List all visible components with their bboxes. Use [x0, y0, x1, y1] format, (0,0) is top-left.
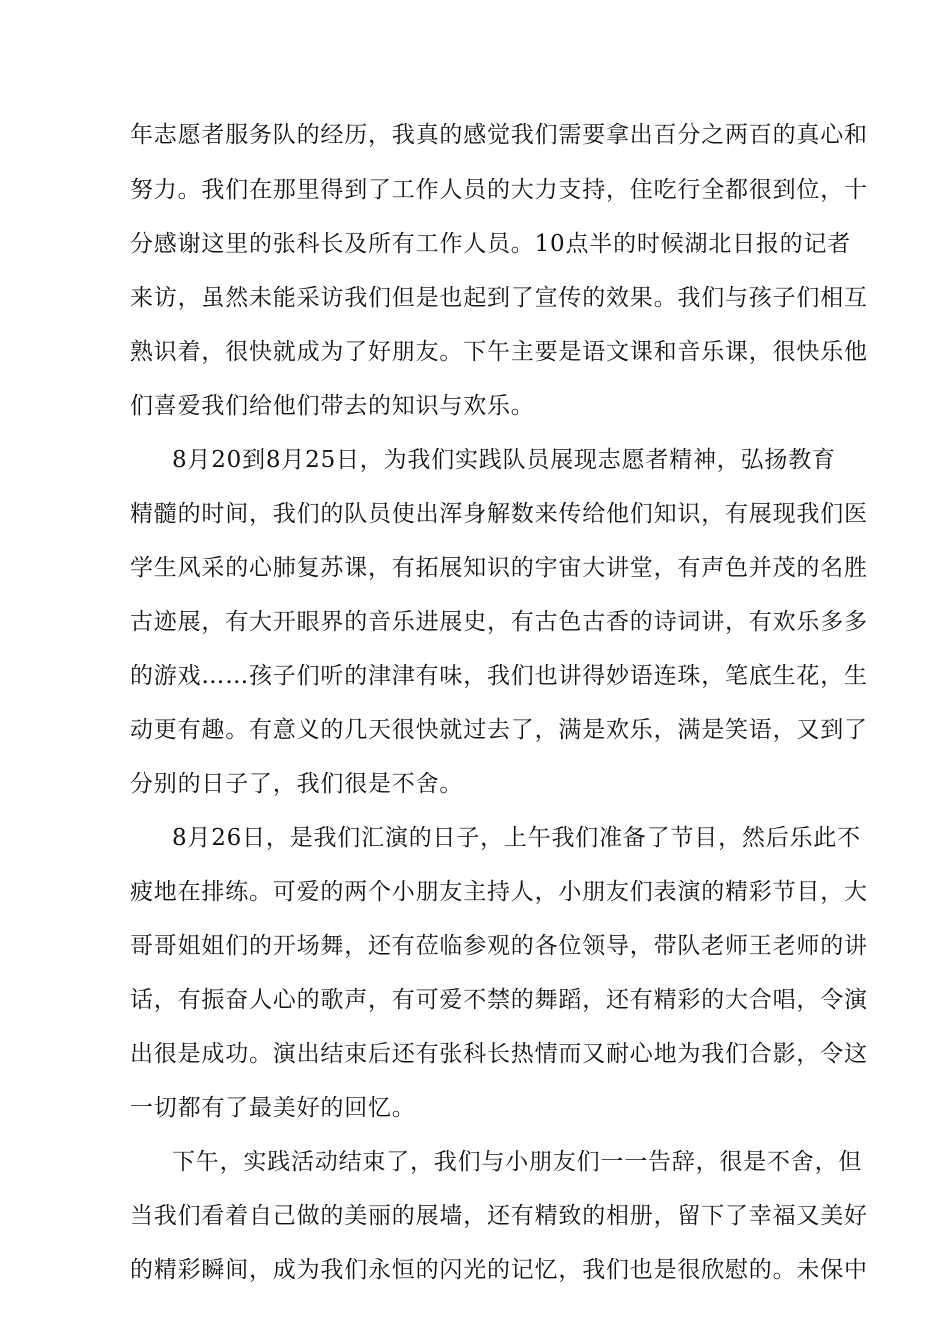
text-line: 们喜爱我们给他们带去的知识与欢乐。: [130, 393, 535, 419]
text-line: 一切都有了最美好的回忆。: [130, 1095, 416, 1121]
text-line: 学生风采的心肺复苏课，有拓展知识的宇宙大讲堂，有声色并茂的名胜: [130, 555, 868, 581]
text-line: 8月26日，是我们汇演的日子，上午我们准备了节目，然后乐此不: [172, 825, 861, 851]
text-line: 的精彩瞬间，成为我们永恒的闪光的记忆，我们也是很欣慰的。未保中: [130, 1257, 868, 1283]
text-line: 下午，实践活动结束了，我们与小朋友们一一告辞，很是不舍，但: [172, 1149, 863, 1175]
text-line: 古迹展，有大开眼界的音乐进展史，有古色古香的诗词讲，有欢乐多多: [130, 609, 868, 635]
text-line: 分感谢这里的张科长及所有工作人员。10点半的时候湖北日报的记者: [130, 231, 852, 257]
text-line: 的游戏……孩子们听的津津有味，我们也讲得妙语连珠，笔底生花，生: [130, 663, 868, 689]
text-line: 努力。我们在那里得到了工作人员的大力支持，住吃行全都很到位，十: [130, 177, 868, 203]
text-line: 当我们看着自己做的美丽的展墙，还有精致的相册，留下了幸福又美好: [130, 1203, 868, 1229]
text-line: 话，有振奋人心的歌声，有可爱不禁的舞蹈，还有精彩的大合唱，令演: [130, 987, 868, 1013]
text-line: 动更有趣。有意义的几天很快就过去了，满是欢乐，满是笑语，又到了: [130, 717, 868, 743]
text-line: 哥哥姐姐们的开场舞，还有莅临参观的各位领导，带队老师王老师的讲: [130, 933, 868, 959]
text-line: 精髓的时间，我们的队员使出浑身解数来传给他们知识，有展现我们医: [130, 501, 868, 527]
text-line: 熟识着，很快就成为了好朋友。下午主要是语文课和音乐课，很快乐他: [130, 339, 868, 365]
text-line: 分别的日子了，我们很是不舍。: [130, 771, 464, 797]
text-line: 年志愿者服务队的经历，我真的感觉我们需要拿出百分之两百的真心和: [130, 122, 868, 148]
text-line: 来访，虽然未能采访我们但是也起到了宣传的效果。我们与孩子们相互: [130, 285, 868, 311]
text-line: 疲地在排练。可爱的两个小朋友主持人，小朋友们表演的精彩节目，大: [130, 879, 868, 905]
text-line: 8月20到8月25日，为我们实践队员展现志愿者精神，弘扬教育: [172, 447, 836, 473]
text-line: 出很是成功。演出结束后还有张科长热情而又耐心地为我们合影，令这: [130, 1041, 868, 1067]
